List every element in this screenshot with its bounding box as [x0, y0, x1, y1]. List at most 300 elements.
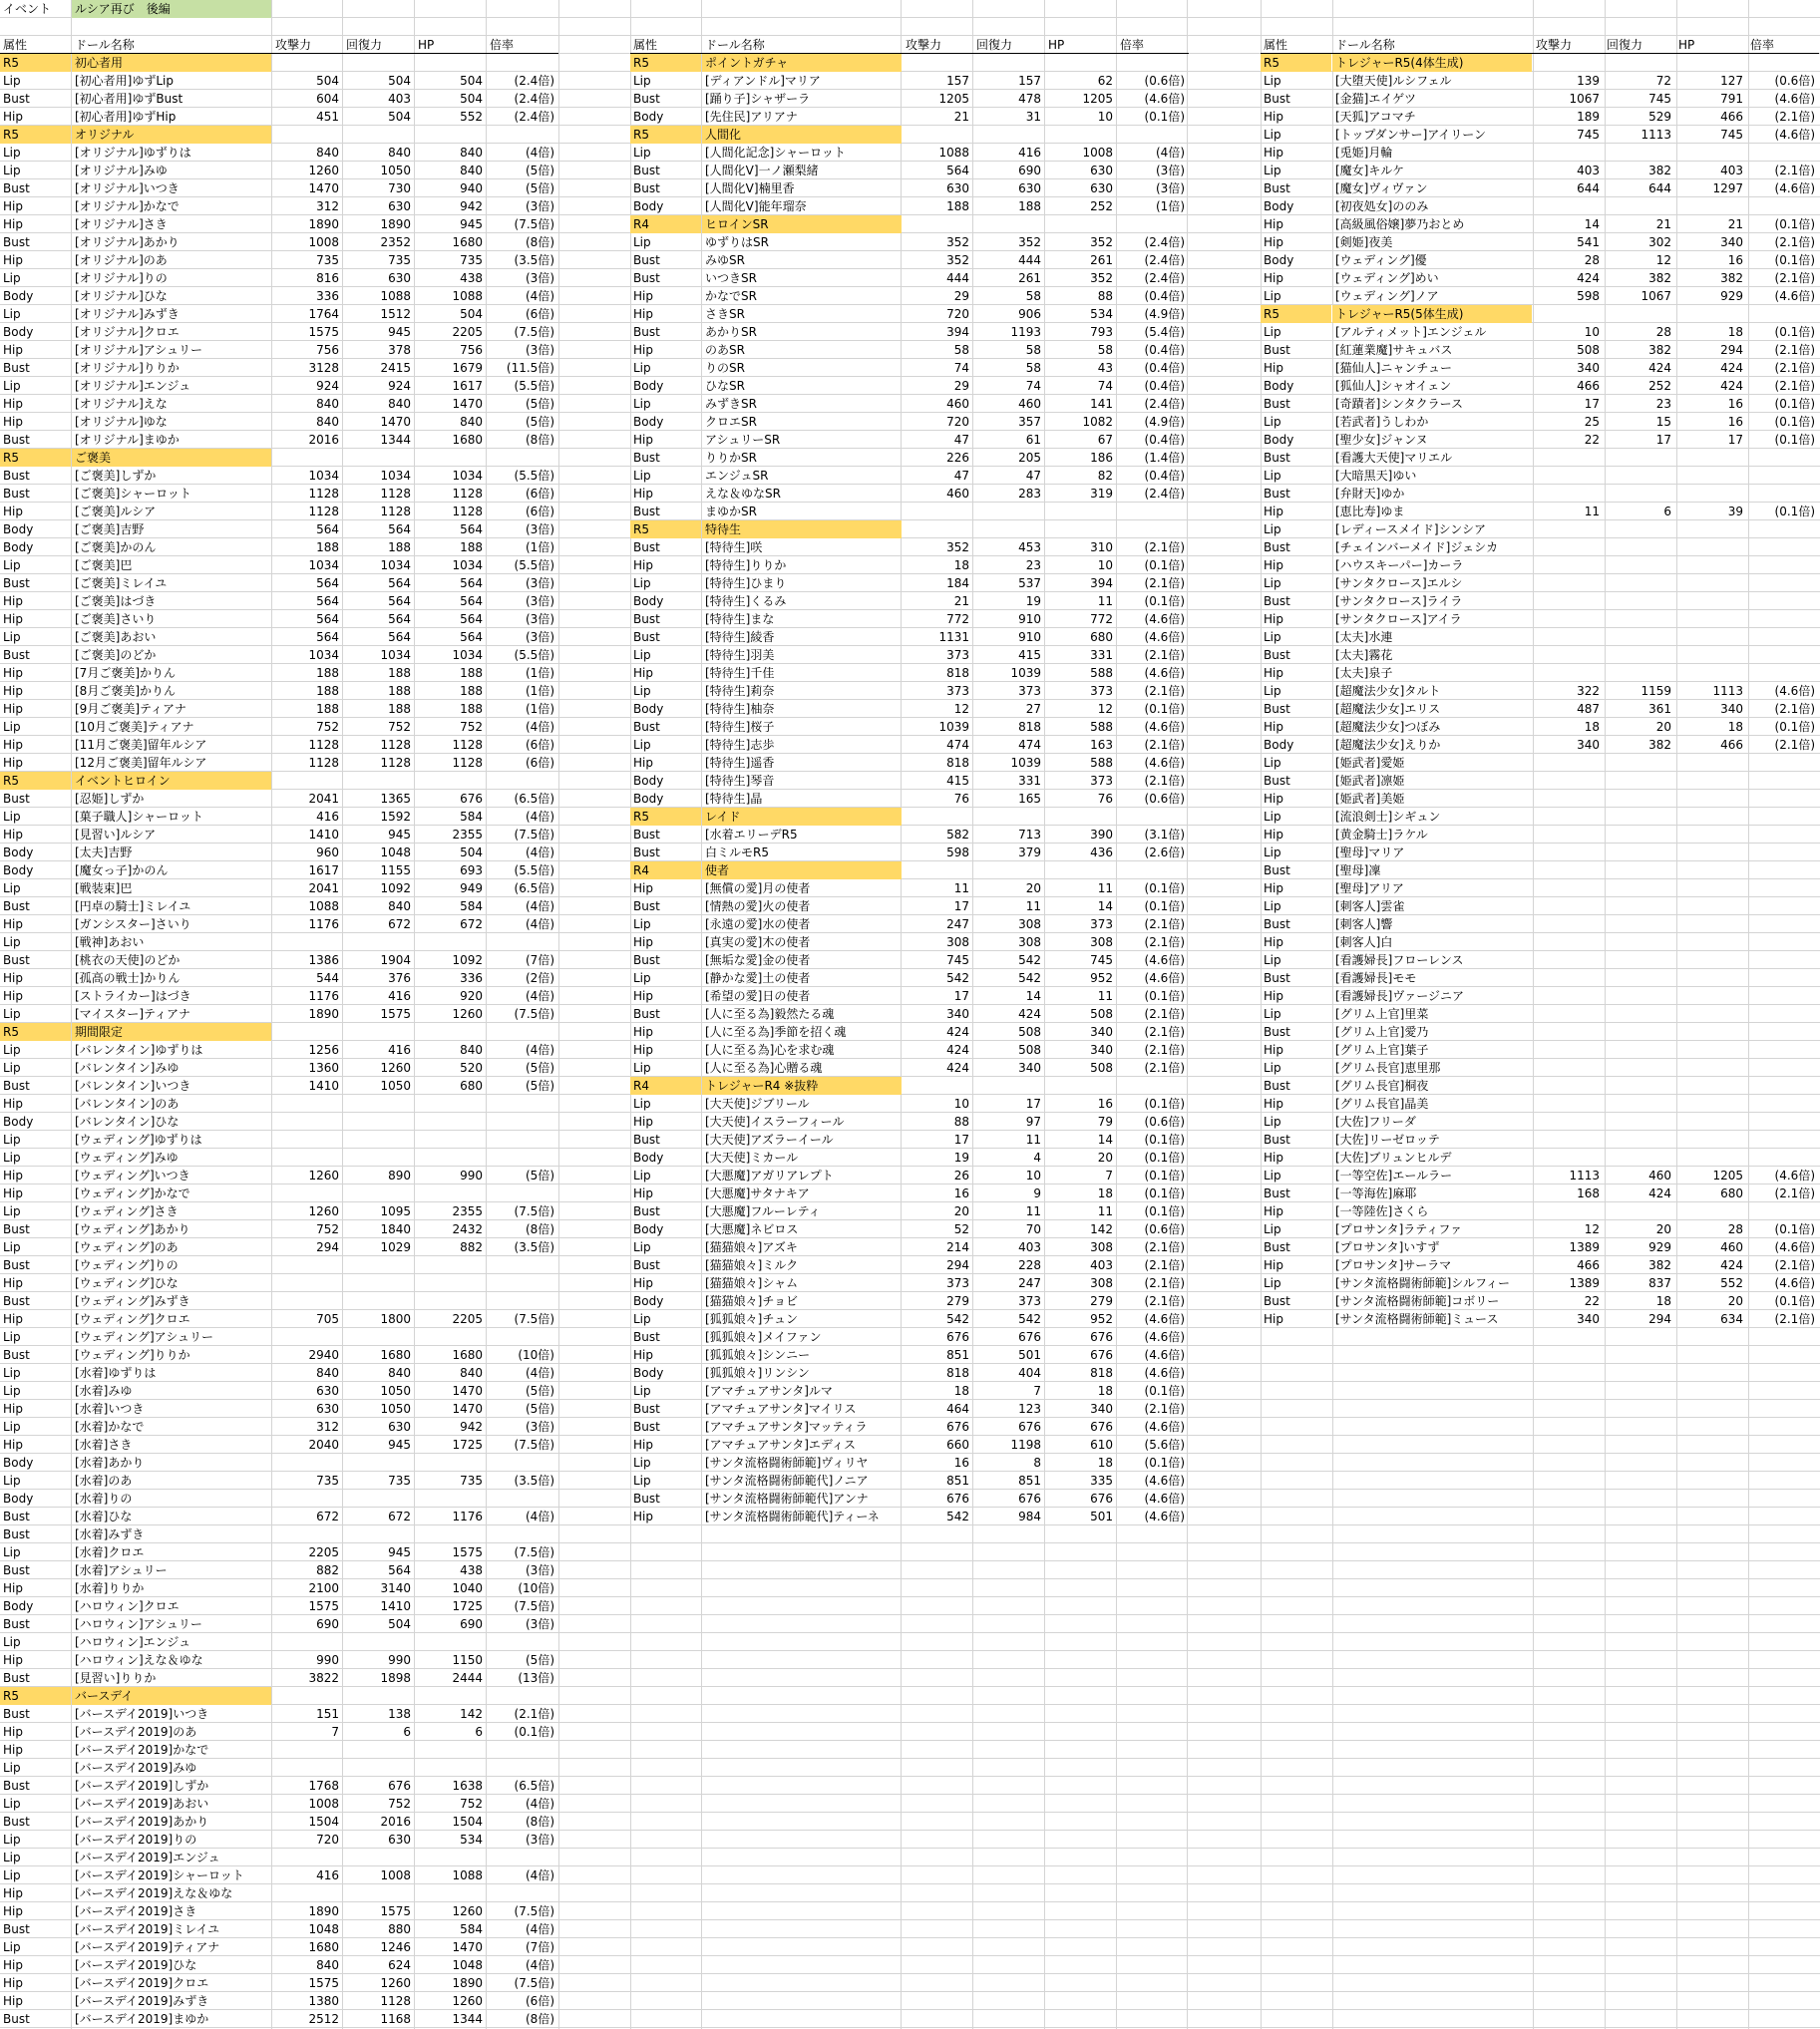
cell-rec[interactable]: 15	[1655, 415, 1671, 429]
cell-mul[interactable]: (8倍)	[526, 1815, 554, 1829]
cell-name[interactable]: [大天使]ミカール	[705, 1151, 799, 1165]
cell-attr[interactable]: Bust	[633, 1133, 660, 1147]
cell-attr[interactable]: Bust	[633, 953, 660, 967]
cell-hp[interactable]: 1260	[452, 1007, 483, 1021]
cell-attr[interactable]: Bust	[3, 487, 30, 501]
cell-atk[interactable]: 2205	[308, 1545, 339, 1559]
cell-mul[interactable]: (4倍)	[526, 1868, 554, 1882]
cell-mul[interactable]: (3.5倍)	[514, 1474, 554, 1488]
cell-rec[interactable]: 261	[1018, 271, 1041, 285]
cell-mul[interactable]	[1747, 1131, 1819, 1149]
cell-atk[interactable]	[1533, 485, 1603, 503]
cell-rec[interactable]: 945	[388, 828, 411, 842]
cell-rec[interactable]: 1575	[380, 1007, 411, 1021]
cell-hp[interactable]: 10	[1097, 110, 1113, 124]
cell-attr[interactable]: Lip	[633, 1169, 651, 1183]
cell-mul[interactable]: (0.1倍)	[1774, 1294, 1815, 1308]
cell-rec[interactable]: 1128	[380, 487, 411, 501]
cell-mul[interactable]: (2.1倍)	[1774, 235, 1815, 249]
cell-name[interactable]: [狐狐娘々]チュン	[705, 1312, 799, 1326]
cell-attr[interactable]: Hip	[633, 1348, 653, 1362]
cell-hp[interactable]	[415, 1131, 486, 1149]
cell-atk[interactable]: 189	[1577, 110, 1600, 124]
cell-rec[interactable]: 564	[388, 630, 411, 644]
cell-hp[interactable]	[1675, 449, 1746, 467]
cell-hp[interactable]: 62	[1097, 74, 1113, 88]
cell-name[interactable]: [大佐]フリーダ	[1335, 1115, 1416, 1129]
cell-atk[interactable]: 373	[946, 1276, 969, 1290]
cell-rec[interactable]: 624	[388, 1958, 411, 1972]
cell-mul[interactable]	[1747, 1202, 1819, 1220]
cell-name[interactable]: [バレンタイン]いつき	[75, 1079, 191, 1093]
cell-hp[interactable]: 1470	[452, 397, 483, 411]
cell-rec[interactable]: 730	[388, 181, 411, 195]
cell-hp[interactable]: 564	[460, 576, 483, 590]
cell-name[interactable]: [グリム長官]恵里那	[1335, 1061, 1441, 1075]
cell-mul[interactable]: (4.6倍)	[1774, 1240, 1815, 1254]
cell-hp[interactable]: 1344	[452, 2012, 483, 2026]
cell-name[interactable]: [真実の愛]木の使者	[705, 935, 811, 949]
cell-hp[interactable]: 18	[1727, 325, 1743, 339]
cell-hp[interactable]: 438	[460, 271, 483, 285]
cell-hp[interactable]: 564	[460, 522, 483, 536]
cell-atk[interactable]: 12	[953, 702, 969, 716]
cell-name[interactable]: [特待生]晶	[705, 792, 763, 806]
cell-mul[interactable]: (4.6倍)	[1774, 181, 1815, 195]
cell-atk[interactable]: 582	[946, 828, 969, 842]
cell-rec[interactable]: 17	[1025, 1097, 1041, 1111]
cell-mul[interactable]: (6倍)	[526, 307, 554, 321]
cell-attr[interactable]: Bust	[3, 1527, 30, 1541]
cell-rec[interactable]: 672	[388, 1510, 411, 1523]
cell-hp[interactable]: 142	[1090, 1222, 1113, 1236]
cell-name[interactable]: [特待生]ひまり	[705, 576, 787, 590]
cell-rec[interactable]: 713	[1018, 828, 1041, 842]
cell-name[interactable]: [看護婦長]モモ	[1335, 971, 1417, 985]
cell-mul[interactable]: (0.1倍)	[1144, 1384, 1185, 1398]
cell-attr[interactable]: Hip	[3, 199, 23, 213]
cell-name[interactable]: [刺客人]白	[1335, 935, 1393, 949]
cell-attr[interactable]: Lip	[3, 1635, 21, 1649]
cell-attr[interactable]: Lip	[1264, 810, 1281, 824]
cell-hp[interactable]: 840	[460, 415, 483, 429]
cell-atk[interactable]: 188	[316, 666, 339, 680]
cell-rec[interactable]	[343, 1184, 414, 1202]
cell-rec[interactable]	[343, 1274, 414, 1292]
cell-attr[interactable]: Hip	[633, 307, 653, 321]
cell-rec[interactable]: 21	[1655, 217, 1671, 231]
cell-name[interactable]: [特待生]遥香	[705, 756, 775, 770]
cell-attr[interactable]: Hip	[3, 1958, 23, 1972]
cell-mul[interactable]	[1747, 449, 1819, 467]
cell-attr[interactable]: Hip	[1264, 1097, 1283, 1111]
cell-atk[interactable]: 960	[316, 845, 339, 859]
cell-mul[interactable]: (4倍)	[526, 1510, 554, 1523]
cell-rec[interactable]: 840	[388, 146, 411, 160]
cell-name[interactable]: [剣姫]夜美	[1335, 235, 1393, 249]
cell-name[interactable]: [グリム上官]里菜	[1335, 1007, 1429, 1021]
cell-name[interactable]: [ウェディング]優	[1335, 253, 1427, 267]
cell-rec[interactable]: 735	[388, 1474, 411, 1488]
cell-hp[interactable]: 12	[1097, 702, 1113, 716]
cell-mul[interactable]: (4.6倍)	[1144, 1366, 1185, 1380]
cell-hp[interactable]: 352	[1090, 235, 1113, 249]
cell-rec[interactable]: 945	[388, 1438, 411, 1452]
cell-atk[interactable]: 424	[946, 1025, 969, 1039]
cell-atk[interactable]: 336	[316, 289, 339, 303]
cell-name[interactable]: 白ミルモR5	[705, 845, 769, 859]
cell-attr[interactable]: Hip	[633, 1186, 653, 1200]
cell-atk[interactable]: 416	[316, 1868, 339, 1882]
cell-attr[interactable]: Lip	[3, 1474, 21, 1488]
cell-mul[interactable]	[1747, 969, 1819, 987]
header-mul[interactable]: 倍率	[490, 38, 515, 52]
cell-name[interactable]: [プロサンタ]ラティファ	[1335, 1222, 1463, 1236]
cell-rec[interactable]	[1604, 861, 1674, 879]
cell-name[interactable]: [ご褒美]のどか	[75, 648, 157, 662]
cell-mul[interactable]: (2.1倍)	[1144, 935, 1185, 949]
cell-atk[interactable]: 1890	[308, 1007, 339, 1021]
cell-atk[interactable]: 373	[946, 648, 969, 662]
cell-atk[interactable]	[1533, 826, 1603, 844]
cell-atk[interactable]: 22	[1584, 1294, 1600, 1308]
cell-attr[interactable]: Bust	[633, 1330, 660, 1344]
cell-attr[interactable]: Hip	[633, 558, 653, 572]
cell-name[interactable]: [水着]いつき	[75, 1402, 145, 1416]
cell-hp[interactable]: 340	[1090, 1025, 1113, 1039]
cell-rec[interactable]: 542	[1018, 953, 1041, 967]
cell-name[interactable]: [バースデイ2019]さき	[75, 1904, 197, 1918]
cell-mul[interactable]: (4.6倍)	[1144, 1474, 1185, 1488]
cell-mul[interactable]: (7.5倍)	[514, 1007, 554, 1021]
cell-attr[interactable]: Hip	[3, 738, 23, 752]
cell-hp[interactable]: 818	[1090, 1366, 1113, 1380]
cell-atk[interactable]: 2100	[308, 1581, 339, 1595]
cell-mul[interactable]: (0.1倍)	[514, 1725, 554, 1739]
cell-atk[interactable]: 151	[316, 1707, 339, 1721]
group-title[interactable]: 初心者用	[72, 54, 271, 72]
cell-attr[interactable]: Bust	[633, 1402, 660, 1416]
cell-attr[interactable]: Lip	[633, 684, 651, 698]
cell-mul[interactable]	[487, 1741, 558, 1759]
cell-name[interactable]: [看護婦長]ヴァージニア	[1335, 989, 1465, 1003]
cell-atk[interactable]: 188	[316, 702, 339, 716]
cell-rec[interactable]: 361	[1648, 702, 1671, 716]
cell-hp[interactable]: 772	[1090, 612, 1113, 626]
group-rarity[interactable]: R5	[630, 520, 701, 538]
cell-attr[interactable]: Lip	[633, 235, 651, 249]
cell-rec[interactable]: 27	[1025, 702, 1041, 716]
cell-attr[interactable]: Bust	[633, 92, 660, 106]
cell-hp[interactable]	[1675, 754, 1746, 772]
cell-atk[interactable]: 17	[1584, 397, 1600, 411]
cell-rec[interactable]: 228	[1018, 1258, 1041, 1272]
cell-mul[interactable]: (3倍)	[526, 343, 554, 357]
cell-attr[interactable]: Bust	[633, 1007, 660, 1021]
cell-name[interactable]: [ウェディング]ノア	[1335, 289, 1439, 303]
cell-hp[interactable]: 1150	[452, 1653, 483, 1667]
cell-name[interactable]: [特待生]千佳	[705, 666, 775, 680]
cell-atk[interactable]: 564	[316, 612, 339, 626]
cell-attr[interactable]: Bust	[1264, 594, 1290, 608]
cell-hp[interactable]: 564	[460, 594, 483, 608]
cell-mul[interactable]: (4倍)	[526, 1922, 554, 1936]
cell-hp[interactable]: 186	[1090, 451, 1113, 465]
cell-hp[interactable]: 552	[460, 110, 483, 124]
cell-rec[interactable]: 382	[1648, 738, 1671, 752]
header-mul[interactable]: 倍率	[1750, 38, 1775, 52]
cell-atk[interactable]: 598	[1577, 289, 1600, 303]
cell-hp[interactable]	[415, 1095, 486, 1113]
cell-name[interactable]: アシュリーSR	[705, 433, 781, 447]
cell-name[interactable]: [ウェディング]みずき	[75, 1294, 190, 1308]
cell-mul[interactable]: (4倍)	[1156, 146, 1185, 160]
cell-mul[interactable]: (0.1倍)	[1144, 110, 1185, 124]
cell-name[interactable]: [ウェディング]ゆずりは	[75, 1133, 202, 1147]
cell-rec[interactable]: 58	[1025, 289, 1041, 303]
group-rarity[interactable]: R5	[630, 54, 701, 72]
cell-attr[interactable]: Lip	[3, 1868, 21, 1882]
cell-mul[interactable]	[1747, 574, 1819, 592]
cell-hp[interactable]: 840	[460, 1366, 483, 1380]
cell-attr[interactable]: Body	[3, 1599, 34, 1613]
cell-rec[interactable]: 247	[1018, 1276, 1041, 1290]
cell-rec[interactable]: 331	[1018, 774, 1041, 788]
cell-mul[interactable]: (4.6倍)	[1774, 128, 1815, 142]
cell-rec[interactable]: 1159	[1640, 684, 1671, 698]
cell-attr[interactable]: Bust	[633, 540, 660, 554]
cell-name[interactable]: りのSR	[705, 361, 745, 375]
cell-name[interactable]: [先住民]アリアナ	[705, 110, 798, 124]
cell-name[interactable]: [人間化V]一ノ瀬梨緒	[705, 164, 819, 177]
cell-hp[interactable]: 504	[460, 92, 483, 106]
cell-name[interactable]: [聖母]マリア	[1335, 845, 1405, 859]
cell-name[interactable]: [水着]アシュリー	[75, 1563, 168, 1577]
cell-rec[interactable]	[1604, 987, 1674, 1005]
cell-atk[interactable]: 541	[1577, 235, 1600, 249]
cell-hp[interactable]: 564	[460, 630, 483, 644]
cell-rec[interactable]: 28	[1655, 325, 1671, 339]
cell-rec[interactable]: 1193	[1010, 325, 1041, 339]
header-atk[interactable]: 攻撃力	[275, 38, 312, 52]
cell-name[interactable]: [刺客人]響	[1335, 917, 1393, 931]
cell-hp[interactable]: 680	[1090, 630, 1113, 644]
cell-atk[interactable]: 1410	[308, 828, 339, 842]
cell-rec[interactable]: 382	[1648, 164, 1671, 177]
cell-mul[interactable]	[487, 933, 558, 951]
cell-name[interactable]: [特待生]まな	[705, 612, 775, 626]
cell-name[interactable]: [オリジナル]さき	[75, 217, 168, 231]
cell-atk[interactable]: 17	[953, 989, 969, 1003]
cell-hp[interactable]: 188	[460, 666, 483, 680]
cell-atk[interactable]: 88	[953, 1115, 969, 1129]
cell-mul[interactable]: (6倍)	[526, 487, 554, 501]
cell-rec[interactable]: 1680	[380, 1348, 411, 1362]
cell-hp[interactable]: 584	[460, 810, 483, 824]
cell-hp[interactable]: 403	[1720, 164, 1743, 177]
cell-attr[interactable]: Bust	[633, 253, 660, 267]
cell-rec[interactable]: 1512	[380, 307, 411, 321]
cell-attr[interactable]: Hip	[3, 415, 23, 429]
cell-hp[interactable]	[1675, 879, 1746, 897]
cell-attr[interactable]: Lip	[633, 971, 651, 985]
cell-hp[interactable]	[415, 1149, 486, 1167]
cell-hp[interactable]: 1680	[452, 1348, 483, 1362]
cell-hp[interactable]: 584	[460, 899, 483, 913]
cell-mul[interactable]: (2.1倍)	[1144, 648, 1185, 662]
cell-atk[interactable]: 139	[1577, 74, 1600, 88]
cell-rec[interactable]: 478	[1018, 92, 1041, 106]
cell-attr[interactable]: Bust	[3, 576, 30, 590]
cell-rec[interactable]: 11	[1025, 1133, 1041, 1147]
cell-attr[interactable]: Bust	[1264, 1186, 1290, 1200]
cell-attr[interactable]: Bust	[1264, 92, 1290, 106]
cell-mul[interactable]: (8倍)	[526, 433, 554, 447]
cell-mul[interactable]: (13倍)	[518, 1671, 554, 1685]
cell-hp[interactable]: 460	[1720, 1240, 1743, 1254]
cell-mul[interactable]: (2.1倍)	[1144, 738, 1185, 752]
cell-mul[interactable]: (5倍)	[526, 415, 554, 429]
cell-hp[interactable]: 520	[460, 1061, 483, 1075]
cell-name[interactable]: [オリジナル]まゆか	[75, 433, 180, 447]
cell-mul[interactable]: (4.6倍)	[1144, 1420, 1185, 1434]
cell-name[interactable]: [黄金騎士]ラケル	[1335, 828, 1428, 842]
cell-mul[interactable]: (4倍)	[526, 845, 554, 859]
cell-name[interactable]: みずきSR	[705, 397, 757, 411]
header-hp[interactable]: HP	[418, 38, 435, 52]
cell-hp[interactable]: 438	[460, 1563, 483, 1577]
cell-atk[interactable]	[272, 1633, 342, 1651]
cell-mul[interactable]: (5倍)	[526, 1169, 554, 1183]
cell-mul[interactable]: (5倍)	[526, 181, 554, 195]
cell-attr[interactable]: Lip	[3, 1420, 21, 1434]
cell-mul[interactable]: (0.4倍)	[1144, 361, 1185, 375]
cell-name[interactable]: [大悪魔]ネビロス	[705, 1222, 799, 1236]
cell-rec[interactable]	[1604, 1095, 1674, 1113]
cell-mul[interactable]	[1747, 897, 1819, 915]
cell-rec[interactable]: 564	[388, 612, 411, 626]
cell-attr[interactable]: Hip	[3, 684, 23, 698]
cell-name[interactable]: [バースデイ2019]ミレイユ	[75, 1922, 220, 1936]
cell-attr[interactable]: Hip	[1264, 666, 1283, 680]
cell-attr[interactable]: Lip	[633, 1456, 651, 1470]
cell-name[interactable]: [グリム上官]葉子	[1335, 1043, 1429, 1057]
cell-hp[interactable]: 11	[1097, 594, 1113, 608]
group-title[interactable]: ヒロインSR	[702, 215, 902, 233]
cell-name[interactable]: [人間化記念]シャーロット	[705, 146, 846, 160]
cell-rec[interactable]: 504	[388, 74, 411, 88]
cell-mul[interactable]: (0.1倍)	[1144, 1151, 1185, 1165]
cell-attr[interactable]: Lip	[633, 74, 651, 88]
cell-mul[interactable]: (1倍)	[526, 540, 554, 554]
cell-hp[interactable]: 279	[1090, 1294, 1113, 1308]
cell-atk[interactable]	[1533, 1023, 1603, 1041]
cell-rec[interactable]	[343, 933, 414, 951]
cell-name[interactable]: [バレンタイン]ひな	[75, 1115, 180, 1129]
cell-attr[interactable]: Bust	[3, 469, 30, 483]
cell-name[interactable]: [サンタクロース]アイラ	[1335, 612, 1462, 626]
cell-hp[interactable]: 1638	[452, 1779, 483, 1793]
cell-attr[interactable]: Bust	[3, 1815, 30, 1829]
cell-mul[interactable]	[487, 1095, 558, 1113]
cell-hp[interactable]: 382	[1720, 271, 1743, 285]
cell-mul[interactable]: (3倍)	[526, 1617, 554, 1631]
cell-hp[interactable]: 840	[460, 1043, 483, 1057]
cell-rec[interactable]: 1260	[380, 1976, 411, 1990]
cell-attr[interactable]: Lip	[633, 1312, 651, 1326]
cell-attr[interactable]: Lip	[3, 720, 21, 734]
cell-hp[interactable]: 336	[460, 971, 483, 985]
cell-name[interactable]: いつきSR	[705, 271, 757, 285]
cell-atk[interactable]	[272, 1454, 342, 1472]
cell-atk[interactable]: 630	[316, 1402, 339, 1416]
cell-atk[interactable]: 21	[953, 594, 969, 608]
cell-hp[interactable]	[1675, 933, 1746, 951]
cell-rec[interactable]: 945	[388, 325, 411, 339]
cell-atk[interactable]: 12	[1584, 1222, 1600, 1236]
cell-rec[interactable]: 2016	[380, 1815, 411, 1829]
cell-name[interactable]: [見習い]ルシア	[75, 828, 157, 842]
cell-attr[interactable]: Body	[633, 1222, 664, 1236]
cell-attr[interactable]: Hip	[633, 1115, 653, 1129]
cell-rec[interactable]	[343, 1454, 414, 1472]
cell-atk[interactable]: 279	[946, 1294, 969, 1308]
cell-name[interactable]: [サンタ流格闘術師範]ミュース	[1335, 1312, 1499, 1326]
cell-mul[interactable]: (2.4倍)	[514, 110, 554, 124]
cell-hp[interactable]: 466	[1720, 738, 1743, 752]
cell-mul[interactable]: (2.1倍)	[1774, 738, 1815, 752]
cell-name[interactable]: [オリジナル]りりか	[75, 361, 180, 375]
cell-name[interactable]: [サンタ流格闘術師範]ヴィリヤ	[705, 1456, 869, 1470]
cell-rec[interactable]	[1604, 664, 1674, 682]
cell-mul[interactable]	[1747, 485, 1819, 503]
cell-rec[interactable]: 308	[1018, 935, 1041, 949]
cell-mul[interactable]: (0.1倍)	[1144, 702, 1185, 716]
cell-name[interactable]: [特待生]くるみ	[705, 594, 787, 608]
cell-attr[interactable]: Bust	[633, 451, 660, 465]
cell-attr[interactable]: Bust	[3, 648, 30, 662]
header-atk[interactable]: 攻撃力	[1536, 38, 1573, 52]
cell-rec[interactable]	[1604, 1041, 1674, 1059]
cell-atk[interactable]: 816	[316, 271, 339, 285]
cell-atk[interactable]: 226	[946, 451, 969, 465]
cell-atk[interactable]	[1533, 808, 1603, 826]
cell-rec[interactable]: 1128	[380, 756, 411, 770]
cell-hp[interactable]: 634	[1720, 1312, 1743, 1326]
cell-attr[interactable]: Body	[633, 379, 664, 393]
cell-rec[interactable]	[343, 1149, 414, 1167]
cell-attr[interactable]: Hip	[1264, 1258, 1283, 1272]
cell-name[interactable]: [円卓の騎士]ミレイユ	[75, 899, 191, 913]
cell-rec[interactable]: 537	[1018, 576, 1041, 590]
cell-hp[interactable]	[1675, 1059, 1746, 1077]
cell-mul[interactable]: (4.6倍)	[1144, 1510, 1185, 1523]
cell-name[interactable]: [ご褒美]吉野	[75, 522, 145, 536]
cell-attr[interactable]: Bust	[633, 325, 660, 339]
cell-mul[interactable]: (4.6倍)	[1144, 1492, 1185, 1506]
cell-attr[interactable]: Lip	[3, 810, 21, 824]
cell-atk[interactable]: 340	[1577, 361, 1600, 375]
cell-name[interactable]: [水着]ひな	[75, 1510, 133, 1523]
cell-atk[interactable]: 630	[316, 1384, 339, 1398]
cell-attr[interactable]: Hip	[3, 1312, 23, 1326]
cell-name[interactable]: [戦神]あおい	[75, 935, 145, 949]
cell-mul[interactable]: (5.6倍)	[1144, 1438, 1185, 1452]
cell-rec[interactable]: 403	[388, 92, 411, 106]
cell-mul[interactable]	[487, 1849, 558, 1866]
cell-attr[interactable]: Lip	[3, 558, 21, 572]
cell-hp[interactable]: 14	[1097, 1133, 1113, 1147]
